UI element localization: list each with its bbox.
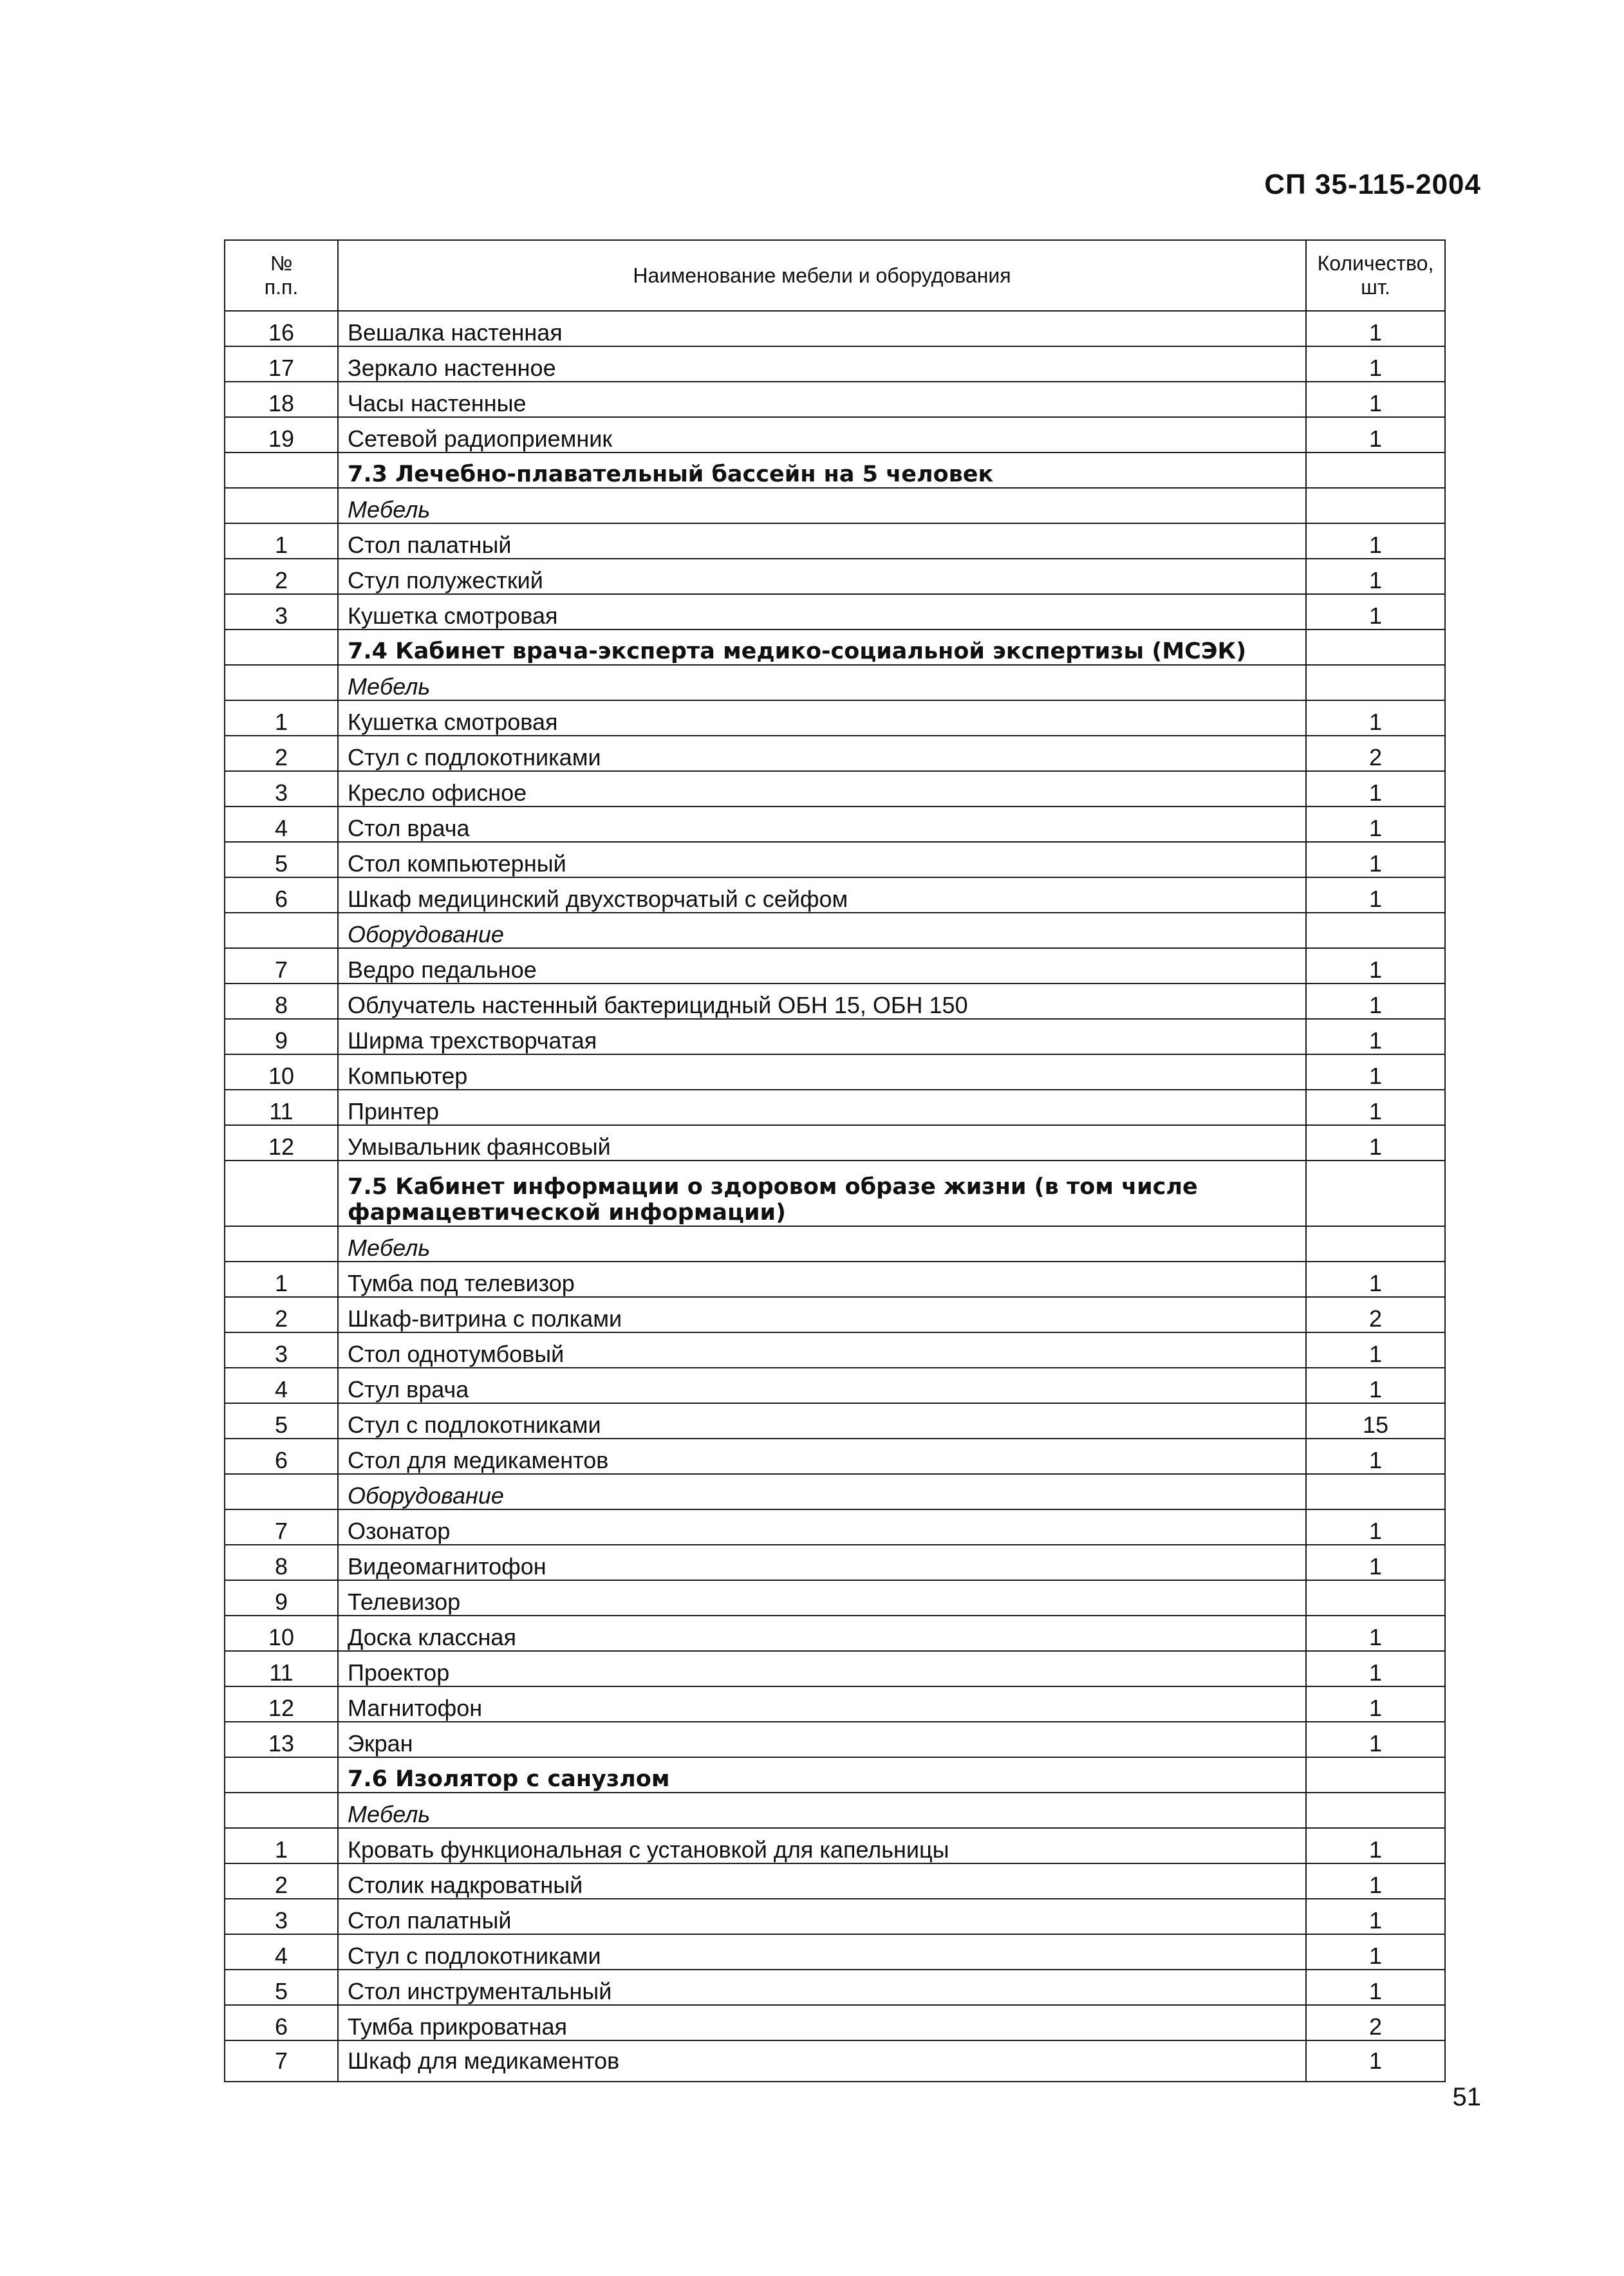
quantity-cell: 2	[1306, 736, 1445, 771]
row-number-cell	[225, 1474, 338, 1509]
table-row	[225, 1125, 1445, 1161]
table-row	[225, 1722, 1445, 1757]
table-row	[225, 523, 1445, 559]
quantity-cell	[1306, 913, 1445, 948]
quantity-cell: 1	[1306, 417, 1445, 452]
item-name-cell: Доска классная	[338, 1616, 1306, 1651]
item-name-cell: Стол компьютерный	[338, 842, 1306, 877]
row-number-cell: 2	[225, 1863, 338, 1899]
subsection-row	[225, 1226, 1445, 1262]
quantity-cell: 1	[1306, 700, 1445, 736]
table-header-row	[225, 240, 1445, 311]
item-name-cell: 7.5 Кабинет информации о здоровом образе жизни (в том числе фармацевтической информации)	[338, 1161, 1306, 1226]
row-number-cell: 11	[225, 1651, 338, 1686]
item-name-cell: 7.3 Лечебно-плавательный бассейн на 5 человек	[338, 452, 1306, 488]
quantity-cell	[1306, 488, 1445, 523]
item-name-cell: Сетевой радиоприемник	[338, 417, 1306, 452]
table-row	[225, 2005, 1445, 2040]
quantity-cell: 1	[1306, 311, 1445, 346]
item-name-cell: Видеомагнитофон	[338, 1545, 1306, 1580]
row-number-cell: 1	[225, 523, 338, 559]
table-row	[225, 311, 1445, 346]
table-row	[225, 842, 1445, 877]
item-name-cell: Кровать функциональная с установкой для капельницы	[338, 1828, 1306, 1863]
table-row	[225, 1828, 1445, 1863]
row-number-cell: 2	[225, 736, 338, 771]
quantity-cell	[1306, 665, 1445, 700]
item-name-cell: Стул с подлокотниками	[338, 736, 1306, 771]
table-row	[225, 1580, 1445, 1616]
table-row	[225, 1616, 1445, 1651]
table-row	[225, 1297, 1445, 1332]
table-row	[225, 1019, 1445, 1054]
item-name-cell: Мебель	[338, 665, 1306, 700]
quantity-cell	[1306, 1580, 1445, 1616]
item-name-cell: Магнитофон	[338, 1686, 1306, 1722]
quantity-cell: 1	[1306, 948, 1445, 984]
quantity-cell: 1	[1306, 1899, 1445, 1934]
row-number-cell: 3	[225, 1899, 338, 1934]
quantity-cell: 1	[1306, 1934, 1445, 1970]
quantity-cell: 2	[1306, 1297, 1445, 1332]
table-row	[225, 1934, 1445, 1970]
item-name-cell: Озонатор	[338, 1509, 1306, 1545]
row-number-cell: 3	[225, 1332, 338, 1368]
item-name-cell: Тумба под телевизор	[338, 1262, 1306, 1297]
table-row	[225, 1509, 1445, 1545]
row-number-cell	[225, 452, 338, 488]
row-number-cell: 10	[225, 1616, 338, 1651]
quantity-cell: 1	[1306, 807, 1445, 842]
item-name-cell: Стол палатный	[338, 1899, 1306, 1934]
quantity-cell: 1	[1306, 1125, 1445, 1161]
equipment-table	[224, 239, 1446, 2082]
quantity-cell: 1	[1306, 1262, 1445, 1297]
item-name-cell: Часы настенные	[338, 382, 1306, 417]
row-number-cell: 16	[225, 311, 338, 346]
item-name-cell: Мебель	[338, 1226, 1306, 1262]
row-number-cell	[225, 1757, 338, 1793]
row-number-cell: 18	[225, 382, 338, 417]
item-name-cell: 7.4 Кабинет врача-эксперта медико-социальной экспертизы (МСЭК)	[338, 630, 1306, 665]
section-heading-row	[225, 630, 1445, 665]
row-number-cell: 19	[225, 417, 338, 452]
table-row	[225, 1439, 1445, 1474]
item-name-cell: 7.6 Изолятор с санузлом	[338, 1757, 1306, 1793]
column-header-name: Наименование мебели и оборудования	[338, 240, 1306, 311]
quantity-cell: 1	[1306, 1368, 1445, 1403]
row-number-cell: 8	[225, 984, 338, 1019]
item-name-cell: Стул врача	[338, 1368, 1306, 1403]
quantity-cell: 1	[1306, 1970, 1445, 2005]
table-row	[225, 417, 1445, 452]
table-row	[225, 736, 1445, 771]
section-heading-row	[225, 1161, 1445, 1226]
row-number-cell: 11	[225, 1090, 338, 1125]
item-name-cell: Стул с подлокотниками	[338, 1403, 1306, 1439]
row-number-cell: 6	[225, 877, 338, 913]
row-number-cell: 17	[225, 346, 338, 382]
quantity-cell: 1	[1306, 1439, 1445, 1474]
item-name-cell: Вешалка настенная	[338, 311, 1306, 346]
section-heading-row	[225, 452, 1445, 488]
row-number-cell: 12	[225, 1125, 338, 1161]
table-row	[225, 948, 1445, 984]
table-row	[225, 1651, 1445, 1686]
quantity-cell: 1	[1306, 1090, 1445, 1125]
row-number-cell: 5	[225, 1970, 338, 2005]
subsection-row	[225, 1474, 1445, 1509]
document-code: СП 35-115-2004	[1264, 169, 1481, 200]
table-row	[225, 771, 1445, 807]
page-number: 51	[1452, 2083, 1481, 2111]
row-number-cell	[225, 913, 338, 948]
table-row	[225, 594, 1445, 630]
row-number-cell: 7	[225, 948, 338, 984]
quantity-cell: 1	[1306, 1332, 1445, 1368]
item-name-cell: Стул полужесткий	[338, 559, 1306, 594]
item-name-cell: Кресло офисное	[338, 771, 1306, 807]
item-name-cell: Экран	[338, 1722, 1306, 1757]
subsection-row	[225, 665, 1445, 700]
row-number-cell: 1	[225, 700, 338, 736]
quantity-cell	[1306, 1793, 1445, 1828]
row-number-cell	[225, 488, 338, 523]
row-number-cell: 8	[225, 1545, 338, 1580]
column-header-number: № п.п.	[225, 240, 338, 311]
item-name-cell: Столик надкроватный	[338, 1863, 1306, 1899]
row-number-cell: 9	[225, 1580, 338, 1616]
table-row	[225, 984, 1445, 1019]
quantity-cell: 1	[1306, 984, 1445, 1019]
item-name-cell: Шкаф медицинский двухстворчатый с сейфом	[338, 877, 1306, 913]
quantity-cell: 1	[1306, 1509, 1445, 1545]
table-row	[225, 1054, 1445, 1090]
item-name-cell: Стол палатный	[338, 523, 1306, 559]
table-row	[225, 382, 1445, 417]
row-number-cell	[225, 665, 338, 700]
row-number-cell: 4	[225, 807, 338, 842]
subsection-row	[225, 488, 1445, 523]
item-name-cell: Умывальник фаянсовый	[338, 1125, 1306, 1161]
table-row	[225, 1090, 1445, 1125]
row-number-cell: 1	[225, 1262, 338, 1297]
row-number-cell: 5	[225, 842, 338, 877]
quantity-cell: 1	[1306, 523, 1445, 559]
row-number-cell	[225, 630, 338, 665]
quantity-cell	[1306, 1757, 1445, 1793]
item-name-cell: Тумба прикроватная	[338, 2005, 1306, 2040]
quantity-cell: 1	[1306, 842, 1445, 877]
quantity-cell: 1	[1306, 1616, 1445, 1651]
table-row	[225, 346, 1445, 382]
item-name-cell: Компьютер	[338, 1054, 1306, 1090]
quantity-cell: 1	[1306, 382, 1445, 417]
item-name-cell: Кушетка смотровая	[338, 700, 1306, 736]
item-name-cell: Стол для медикаментов	[338, 1439, 1306, 1474]
item-name-cell: Принтер	[338, 1090, 1306, 1125]
row-number-cell: 7	[225, 2040, 338, 2082]
row-number-cell: 5	[225, 1403, 338, 1439]
subsection-row	[225, 1793, 1445, 1828]
quantity-cell	[1306, 452, 1445, 488]
item-name-cell: Облучатель настенный бактерицидный ОБН 15, ОБН 150	[338, 984, 1306, 1019]
item-name-cell: Телевизор	[338, 1580, 1306, 1616]
item-name-cell: Оборудование	[338, 913, 1306, 948]
section-heading-row	[225, 1757, 1445, 1793]
quantity-cell: 2	[1306, 2005, 1445, 2040]
quantity-cell	[1306, 1226, 1445, 1262]
row-number-cell: 3	[225, 771, 338, 807]
column-header-quantity: Количество, шт.	[1306, 240, 1445, 311]
quantity-cell: 1	[1306, 559, 1445, 594]
quantity-cell: 1	[1306, 1722, 1445, 1757]
table-row	[225, 700, 1445, 736]
quantity-cell: 1	[1306, 877, 1445, 913]
row-number-cell: 4	[225, 1368, 338, 1403]
item-name-cell: Шкаф для медикаментов	[338, 2040, 1306, 2082]
item-name-cell: Стол инструментальный	[338, 1970, 1306, 2005]
item-name-cell: Мебель	[338, 1793, 1306, 1828]
item-name-cell: Стол однотумбовый	[338, 1332, 1306, 1368]
quantity-cell: 1	[1306, 2040, 1445, 2082]
item-name-cell: Ведро педальное	[338, 948, 1306, 984]
table-row	[225, 1863, 1445, 1899]
item-name-cell: Стол врача	[338, 807, 1306, 842]
row-number-cell: 7	[225, 1509, 338, 1545]
quantity-cell: 1	[1306, 346, 1445, 382]
item-name-cell: Проектор	[338, 1651, 1306, 1686]
table-row	[225, 877, 1445, 913]
item-name-cell: Шкаф-витрина с полками	[338, 1297, 1306, 1332]
quantity-cell	[1306, 630, 1445, 665]
quantity-cell: 1	[1306, 1545, 1445, 1580]
table-row	[225, 1970, 1445, 2005]
item-name-cell: Мебель	[338, 488, 1306, 523]
quantity-cell: 1	[1306, 1686, 1445, 1722]
quantity-cell: 1	[1306, 1863, 1445, 1899]
row-number-cell	[225, 1226, 338, 1262]
item-name-cell: Стул с подлокотниками	[338, 1934, 1306, 1970]
table-row	[225, 807, 1445, 842]
table-row	[225, 1545, 1445, 1580]
table-row	[225, 1368, 1445, 1403]
quantity-cell: 15	[1306, 1403, 1445, 1439]
quantity-cell	[1306, 1161, 1445, 1226]
row-number-cell: 6	[225, 2005, 338, 2040]
table-row	[225, 1262, 1445, 1297]
row-number-cell: 12	[225, 1686, 338, 1722]
row-number-cell	[225, 1793, 338, 1828]
item-name-cell: Оборудование	[338, 1474, 1306, 1509]
row-number-cell: 3	[225, 594, 338, 630]
table-row	[225, 1686, 1445, 1722]
quantity-cell	[1306, 1474, 1445, 1509]
table-row	[225, 1403, 1445, 1439]
table-row	[225, 1332, 1445, 1368]
table-row	[225, 2040, 1445, 2082]
row-number-cell: 6	[225, 1439, 338, 1474]
table-row	[225, 1899, 1445, 1934]
table-body	[225, 311, 1445, 2082]
item-name-cell: Зеркало настенное	[338, 346, 1306, 382]
quantity-cell: 1	[1306, 1019, 1445, 1054]
quantity-cell: 1	[1306, 1054, 1445, 1090]
quantity-cell: 1	[1306, 594, 1445, 630]
quantity-cell: 1	[1306, 771, 1445, 807]
row-number-cell: 13	[225, 1722, 338, 1757]
quantity-cell: 1	[1306, 1828, 1445, 1863]
item-name-cell: Кушетка смотровая	[338, 594, 1306, 630]
row-number-cell: 9	[225, 1019, 338, 1054]
item-name-cell: Ширма трехстворчатая	[338, 1019, 1306, 1054]
subsection-row	[225, 913, 1445, 948]
row-number-cell	[225, 1161, 338, 1226]
table-row	[225, 559, 1445, 594]
row-number-cell: 1	[225, 1828, 338, 1863]
row-number-cell: 4	[225, 1934, 338, 1970]
quantity-cell: 1	[1306, 1651, 1445, 1686]
row-number-cell: 2	[225, 559, 338, 594]
row-number-cell: 2	[225, 1297, 338, 1332]
row-number-cell: 10	[225, 1054, 338, 1090]
